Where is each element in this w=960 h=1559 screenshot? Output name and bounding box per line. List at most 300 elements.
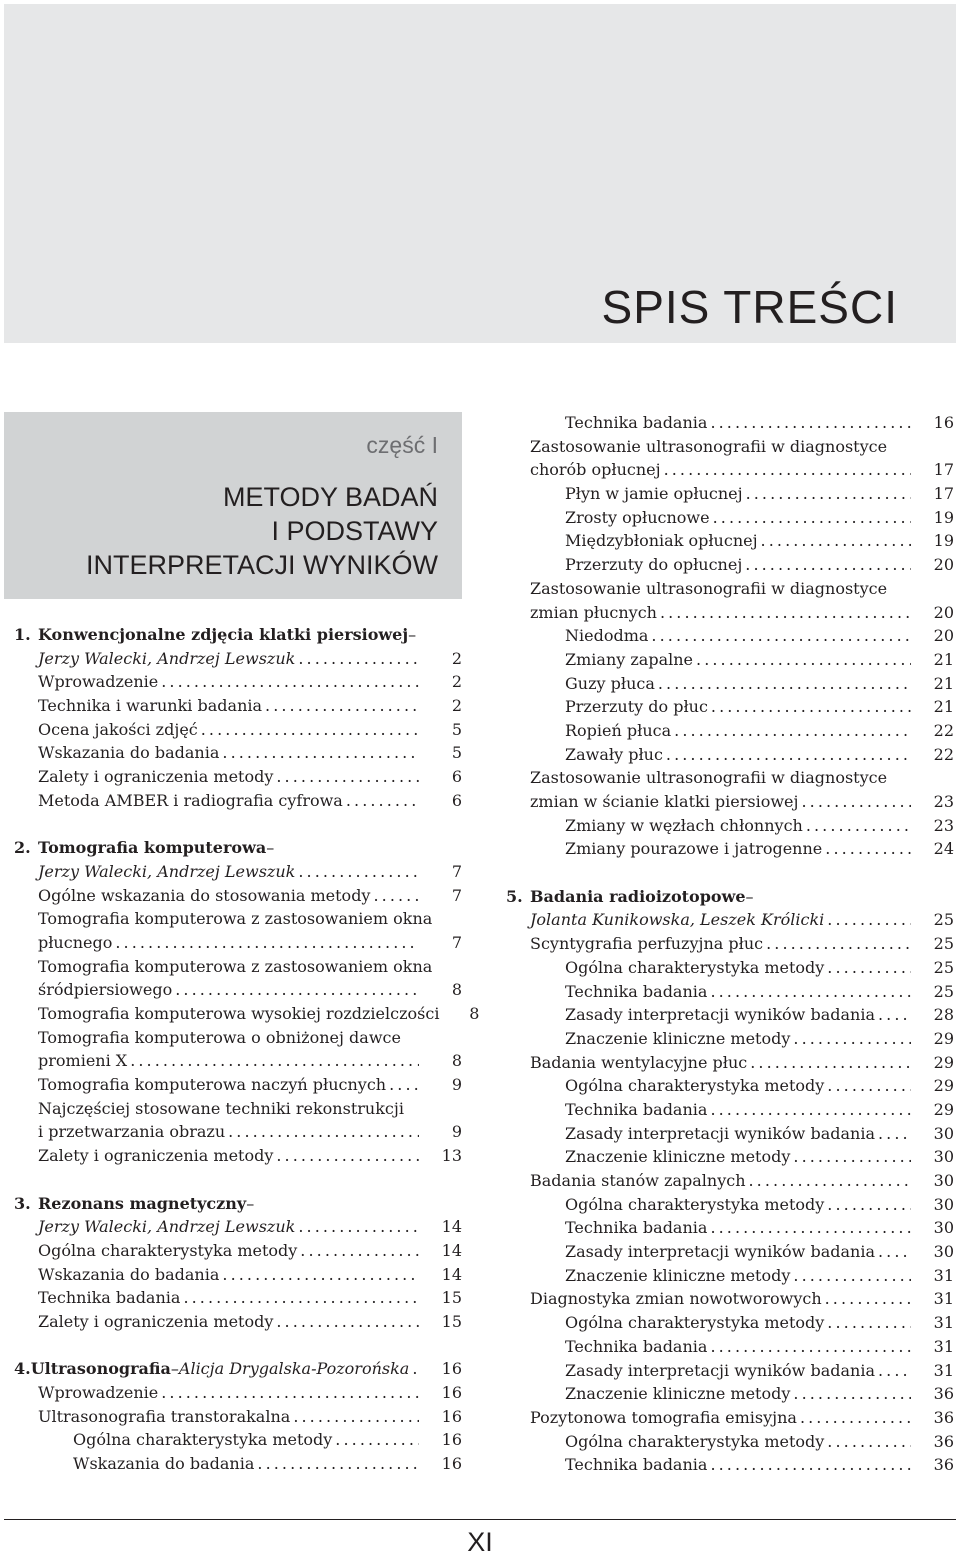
spacer (14, 1168, 462, 1192)
part-title (86, 480, 438, 582)
entry-label: Technika badania (565, 1455, 708, 1475)
page-ref: 20 (933, 555, 954, 575)
chapter-title: Ultrasonografia (30, 1359, 171, 1379)
dot-leader (793, 1382, 911, 1406)
dot-leader (389, 1073, 419, 1097)
toc-entry[interactable] (506, 1406, 954, 1430)
entry-label: Ropień płuca (565, 720, 672, 740)
spacer (14, 1334, 462, 1358)
dot-leader (276, 1144, 419, 1168)
page-ref: 19 (933, 507, 954, 527)
entry-label: Zasady interpretacji wyników badania (565, 1360, 875, 1380)
page-ref: 30 (933, 1242, 954, 1262)
entry-label: śródpiersiowego (38, 980, 173, 1000)
part-title-line: METODY BADAŃ (222, 482, 438, 512)
toc-entry-line[interactable] (14, 955, 462, 979)
toc-entry[interactable] (506, 482, 954, 506)
page-ref: 6 (451, 790, 462, 810)
toc-entry[interactable] (506, 1216, 954, 1240)
page-ref: 30 (933, 1218, 954, 1238)
page-ref: 19 (933, 531, 954, 551)
page-ref: 16 (933, 413, 954, 432)
entry-label: Ogólna charakterystyka metody (565, 1076, 825, 1096)
page-ref: 8 (451, 980, 462, 1000)
page-ref: 2 (451, 672, 462, 692)
page-ref: 21 (933, 697, 954, 717)
page-ref: 14 (441, 1217, 462, 1237)
entry-label: Ogólna charakterystyka metody (73, 1430, 333, 1450)
toc-entry[interactable] (14, 884, 462, 908)
toc-entry[interactable] (506, 1264, 954, 1288)
dot-leader (293, 1405, 419, 1429)
page-ref: 20 (933, 626, 954, 646)
toc-entry[interactable] (14, 1049, 462, 1073)
toc-entry[interactable] (14, 1286, 462, 1310)
dot-leader (228, 1120, 419, 1144)
entry-label: Tomografia komputerowa naczyń płucnych (38, 1075, 387, 1095)
dot-leader (346, 789, 419, 813)
dot-leader (298, 647, 419, 671)
dot-leader (373, 884, 419, 908)
chapter-title: Konwencjonalne zdjęcia klatki piersiowej (38, 625, 409, 644)
dot-leader (793, 1027, 911, 1051)
page-ref: 2 (451, 648, 462, 668)
chapter-heading[interactable] (14, 1192, 462, 1216)
entry-label: Ogólna charakterystyka metody (565, 1194, 825, 1214)
entry-label: Scyntygrafia perfuzyjna płuc (530, 934, 764, 954)
toc-entry[interactable] (14, 789, 462, 813)
chapter-number: 2. (14, 838, 31, 858)
entry-label: Zawały płuc (565, 744, 663, 764)
toc-entry[interactable] (506, 553, 954, 577)
toc-entry[interactable] (506, 1074, 954, 1098)
dash: – (170, 1359, 179, 1379)
entry-label: Technika badania (38, 1288, 181, 1308)
dot-leader (761, 529, 911, 553)
dot-leader (298, 1215, 419, 1239)
toc-entry[interactable] (506, 956, 954, 980)
dot-leader (825, 837, 911, 861)
entry-label: Wprowadzenie (38, 1383, 159, 1402)
page-ref: 5 (451, 719, 462, 739)
entry-label: Metoda AMBER i radiografia cyfrowa (38, 790, 343, 810)
dot-leader (878, 1122, 911, 1146)
page-ref: 8 (451, 1051, 462, 1071)
dot-leader (115, 931, 419, 955)
toc-entry[interactable] (14, 1144, 462, 1168)
page-ref: 8 (469, 1004, 480, 1023)
toc-entry[interactable] (506, 1145, 954, 1169)
part-box (4, 412, 462, 599)
entry-label: Technika badania (565, 981, 708, 1001)
entry-label: Ocena jakości zdjęć (38, 719, 198, 739)
page-ref: 23 (933, 815, 954, 835)
entry-label: Technika badania (565, 1099, 708, 1119)
toc-entry[interactable] (506, 1311, 954, 1335)
entry-label: Tomografia komputerowa wysokiej rozdzielczości (38, 1004, 440, 1023)
entry-label: Zasady interpretacji wyników badania (565, 1005, 875, 1025)
chapter-title: Badania radioizotopowe (530, 886, 746, 906)
toc-entry[interactable] (506, 1193, 954, 1217)
entry-label: Znaczenie kliniczne metody (565, 1384, 791, 1404)
dot-leader (658, 672, 911, 696)
toc-entry[interactable] (506, 719, 954, 743)
dot-leader (878, 1003, 911, 1027)
entry-label: Zalety i ograniczenia metody (38, 1311, 274, 1331)
toc-entry[interactable] (14, 1215, 462, 1239)
page-ref: 5 (451, 743, 462, 763)
toc-entry[interactable] (14, 765, 462, 789)
toc-entry[interactable] (14, 931, 462, 955)
toc-entry[interactable] (14, 1310, 462, 1334)
part-label: część I (366, 432, 438, 458)
entry-label: Znaczenie kliniczne metody (565, 1147, 791, 1167)
chapter-authors: Jerzy Walecki, Andrzej Lewszuk (38, 861, 296, 881)
dot-leader (674, 719, 911, 743)
dot-leader (711, 695, 911, 719)
dot-leader (300, 1239, 419, 1263)
toc-entry-line[interactable] (14, 1097, 462, 1121)
page-ref: 14 (441, 1240, 462, 1260)
chapter-title: Tomografia komputerowa (38, 838, 267, 858)
entry-label: Zasady interpretacji wyników badania (565, 1123, 875, 1143)
entry-label: Tomografia komputerowa z zastosowaniem okna (38, 956, 433, 976)
dot-leader (806, 814, 911, 838)
page-ref: 36 (933, 1431, 954, 1451)
entry-label: Zmiany w węzłach chłonnych (565, 815, 803, 835)
toc-entry[interactable] (506, 814, 954, 838)
page-ref: 36 (933, 1455, 954, 1475)
chapter-authors: Jerzy Walecki, Andrzej Lewszuk (38, 648, 296, 668)
entry-label: Zalety i ograniczenia metody (38, 1146, 274, 1166)
chapter-heading[interactable] (14, 623, 462, 647)
entry-label: Badania stanów zapalnych (530, 1171, 746, 1190)
entry-label: Ogólna charakterystyka metody (38, 1240, 298, 1260)
toc-entry[interactable] (506, 1122, 954, 1146)
chapter-number: 1. (14, 625, 31, 644)
entry-label: Przerzuty do opłucnej (565, 555, 743, 575)
dot-leader (651, 624, 911, 648)
page-ref: 36 (933, 1384, 954, 1404)
toc-entry[interactable] (506, 790, 954, 814)
entry-label: Zrosty opłucnowe (565, 507, 710, 527)
toc-entry[interactable] (506, 1051, 954, 1075)
dot-leader (827, 1193, 911, 1217)
page-ref: 14 (441, 1264, 462, 1284)
entry-label: płucnego (38, 932, 113, 952)
dot-leader (801, 790, 911, 814)
part-title-line: INTERPRETACJI WYNIKÓW (85, 550, 438, 580)
page-ref: 31 (933, 1265, 954, 1285)
dot-leader (161, 670, 419, 694)
entry-label: promieni X (38, 1051, 128, 1071)
part-title-line: I PODSTAWY (271, 516, 438, 546)
toc-entry[interactable] (14, 1073, 462, 1097)
toc-entry[interactable] (506, 1003, 954, 1027)
dot-leader (696, 648, 911, 672)
entry-label: Znaczenie kliniczne metody (565, 1265, 791, 1285)
entry-label: Technika badania (565, 413, 708, 432)
toc-entry[interactable] (506, 980, 954, 1004)
dot-leader (710, 1453, 911, 1477)
spacer (14, 813, 462, 837)
chapter-heading[interactable] (14, 1357, 462, 1381)
toc-right-column (506, 411, 954, 1477)
chapter-authors: Alicja Drygalska-Pozorońska (178, 1359, 410, 1379)
toc-entry[interactable] (506, 695, 954, 719)
toc-entry-line[interactable] (14, 907, 462, 931)
entry-label: Technika i warunki badania (38, 696, 263, 716)
entry-label: chorób opłucnej (530, 460, 661, 480)
page-ref: 22 (933, 744, 954, 764)
dot-leader (412, 1357, 419, 1381)
entry-label: Najczęściej stosowane techniki rekonstrukcji (38, 1098, 404, 1118)
entry-label: Tomografia komputerowa o obniżonej dawce (38, 1027, 401, 1047)
page-ref: 6 (451, 767, 462, 787)
dot-leader (161, 1381, 419, 1405)
dot-leader (710, 1098, 911, 1122)
dot-leader (713, 506, 911, 530)
page-ref: 29 (933, 1052, 954, 1072)
page-ref: 30 (933, 1147, 954, 1167)
toc-entry[interactable] (506, 458, 954, 482)
chapter-number: 3. (14, 1193, 31, 1213)
entry-label: Międzybłoniak opłucnej (565, 531, 758, 551)
page-ref: 30 (933, 1171, 954, 1190)
toc-entry[interactable] (506, 1382, 954, 1406)
toc-entry[interactable] (506, 624, 954, 648)
dot-leader (710, 411, 911, 435)
entry-label: Płyn w jamie opłucnej (565, 484, 743, 504)
page-ref: 36 (933, 1407, 954, 1427)
page-ref: 31 (933, 1336, 954, 1356)
page-ref: 2 (451, 696, 462, 716)
dot-leader (800, 1406, 911, 1430)
page-ref: 16 (441, 1383, 462, 1402)
toc-entry[interactable] (506, 1287, 954, 1311)
toc-entry[interactable] (506, 506, 954, 530)
page-ref: 7 (451, 861, 462, 881)
page-ref: 16 (441, 1454, 462, 1474)
toc-entry[interactable] (14, 1239, 462, 1263)
toc-left-column (14, 623, 480, 1476)
entry-label: zmian w ścianie klatki piersiowej (530, 792, 799, 811)
dot-leader (666, 743, 911, 767)
entry-label: Niedodma (565, 626, 649, 646)
dot-leader (710, 1335, 911, 1359)
toc-entry[interactable] (14, 647, 462, 671)
dot-leader (710, 1216, 911, 1240)
toc-entry[interactable] (506, 1169, 954, 1193)
dot-leader (660, 601, 911, 625)
dot-leader (257, 1452, 419, 1476)
dot-leader (201, 718, 419, 742)
toc-entry[interactable] (506, 1453, 954, 1477)
toc-entry[interactable] (14, 860, 462, 884)
dot-leader (750, 1051, 911, 1075)
entry-label: Tomografia komputerowa z zastosowaniem okna (38, 909, 433, 929)
dot-leader (276, 765, 419, 789)
entry-label: Ogólna charakterystyka metody (565, 957, 825, 977)
toc-entry[interactable] (14, 1428, 462, 1452)
page-ref: 30 (933, 1194, 954, 1214)
toc-entry[interactable] (506, 601, 954, 625)
toc-entry-line[interactable] (14, 1026, 462, 1050)
page-ref: 7 (451, 932, 462, 952)
toc-entry[interactable] (506, 1359, 954, 1383)
entry-label: Badania wentylacyjne płuc (530, 1052, 748, 1072)
toc-entry[interactable] (506, 1335, 954, 1359)
toc-entry[interactable] (14, 1263, 462, 1287)
dot-leader (825, 1287, 911, 1311)
toc-entry[interactable] (506, 743, 954, 767)
page-ref: 16 (441, 1430, 462, 1450)
entry-label: Ogólna charakterystyka metody (565, 1313, 825, 1333)
page-ref: 9 (451, 1075, 462, 1095)
dot-leader (746, 482, 911, 506)
page-ref: 15 (441, 1311, 462, 1331)
entry-label: Zastosowanie ultrasonografii w diagnostyce (530, 768, 888, 788)
entry-label: Zmiany pourazowe i jatrogenne (565, 839, 823, 859)
page-ref: 30 (933, 1123, 954, 1143)
dash: – (266, 838, 275, 858)
dot-leader (766, 932, 911, 956)
dot-leader (265, 694, 419, 718)
toc-entry[interactable] (506, 529, 954, 553)
entry-label: Guzy płuca (565, 673, 655, 693)
toc-entry[interactable] (506, 1098, 954, 1122)
entry-label: Przerzuty do płuc (565, 697, 708, 717)
toc-entry[interactable] (14, 1452, 462, 1476)
page-ref: 29 (933, 1076, 954, 1096)
toc-entry[interactable] (14, 670, 462, 694)
dot-leader (175, 978, 419, 1002)
toc-entry[interactable] (506, 672, 954, 696)
toc-entry[interactable] (506, 1240, 954, 1264)
page-ref: 25 (933, 957, 954, 977)
entry-label: Wskazania do badania (73, 1454, 255, 1474)
page-ref: 7 (451, 885, 462, 905)
dot-leader (827, 1074, 911, 1098)
toc-entry[interactable] (506, 648, 954, 672)
entry-label: i przetwarzania obrazu (38, 1122, 226, 1142)
chapter-authors: Jerzy Walecki, Andrzej Lewszuk (38, 1217, 296, 1237)
dash: – (745, 886, 754, 906)
page-number: XI (467, 1527, 493, 1557)
dot-leader (878, 1359, 911, 1383)
toc-entry-line[interactable] (506, 766, 954, 790)
dot-leader (298, 860, 419, 884)
toc-entry[interactable] (506, 932, 954, 956)
page-ref: 21 (933, 673, 954, 693)
dot-leader (793, 1264, 911, 1288)
page-ref: 31 (933, 1313, 954, 1333)
toc-entry[interactable] (14, 1120, 462, 1144)
entry-label: Znaczenie kliniczne metody (565, 1028, 791, 1048)
dot-leader (878, 1240, 911, 1264)
footer-rule (4, 1519, 956, 1520)
dot-leader (710, 980, 911, 1004)
toc-entry[interactable] (14, 978, 462, 1002)
dot-leader (335, 1428, 419, 1452)
toc-entry[interactable] (14, 1002, 480, 1026)
chapter-number: 4. (14, 1359, 31, 1379)
entry-label: Technika badania (565, 1218, 708, 1238)
page-ref: 17 (933, 460, 954, 480)
chapter-title: Rezonans magnetyczny (38, 1193, 247, 1213)
toc-entry[interactable] (506, 908, 954, 932)
toc-entry[interactable] (14, 741, 462, 765)
entry-label: Wskazania do badania (38, 1264, 220, 1284)
toc-entry-line[interactable] (506, 435, 954, 459)
toc-entry[interactable] (14, 1381, 462, 1405)
dot-leader (183, 1286, 419, 1310)
toc-entry[interactable] (506, 837, 954, 861)
spacer (506, 861, 954, 885)
entry-label: Zasady interpretacji wyników badania (565, 1242, 875, 1262)
page-ref: 17 (933, 484, 954, 504)
entry-label: Zmiany zapalne (565, 649, 694, 669)
dash: – (246, 1193, 255, 1213)
page-ref: 25 (933, 934, 954, 954)
toc-entry-line[interactable] (506, 577, 954, 601)
page-ref: 15 (441, 1288, 462, 1308)
page-ref: 21 (933, 649, 954, 669)
page-ref: 28 (933, 1005, 954, 1025)
dot-leader (827, 1311, 911, 1335)
toc-entry[interactable] (14, 1405, 462, 1429)
page-ref: 9 (451, 1122, 462, 1142)
page-ref: 29 (933, 1028, 954, 1048)
entry-label: Wprowadzenie (38, 672, 159, 692)
dot-leader (222, 741, 419, 765)
page-ref: 31 (933, 1360, 954, 1380)
toc-entry[interactable] (506, 1027, 954, 1051)
dot-leader (827, 956, 911, 980)
dot-leader (664, 458, 911, 482)
dot-leader (276, 1310, 419, 1334)
dot-leader (130, 1049, 419, 1073)
chapter-authors: Jolanta Kunikowska, Leszek Królicki (530, 910, 825, 930)
entry-label: Ultrasonografia transtorakalna (38, 1406, 291, 1426)
page-ref: 13 (441, 1146, 462, 1166)
page-ref: 31 (933, 1289, 954, 1309)
dash: – (408, 625, 417, 644)
dot-leader (827, 1430, 911, 1454)
page-ref: 25 (933, 910, 954, 930)
dot-leader (827, 908, 911, 932)
entry-label: Technika badania (565, 1336, 708, 1356)
page-ref: 20 (933, 602, 954, 622)
entry-label: Ogólne wskazania do stosowania metody (38, 885, 371, 905)
page-ref: 16 (441, 1359, 462, 1379)
dot-leader (749, 1169, 912, 1193)
toc-entry[interactable] (14, 718, 462, 742)
entry-label: Zalety i ograniczenia metody (38, 767, 274, 787)
entry-label: Ogólna charakterystyka metody (565, 1431, 825, 1451)
toc-entry[interactable] (14, 694, 462, 718)
chapter-heading[interactable] (14, 836, 462, 860)
toc-entry[interactable] (506, 1430, 954, 1454)
toc-entry[interactable] (506, 411, 954, 435)
chapter-heading[interactable] (506, 885, 954, 909)
entry-label: Diagnostyka zmian nowotworowych (530, 1289, 822, 1309)
dot-leader (222, 1263, 419, 1287)
dot-leader (793, 1145, 911, 1169)
entry-label: Wskazania do badania (38, 743, 220, 763)
page-ref: 16 (441, 1406, 462, 1426)
entry-label: zmian płucnych (530, 602, 657, 622)
